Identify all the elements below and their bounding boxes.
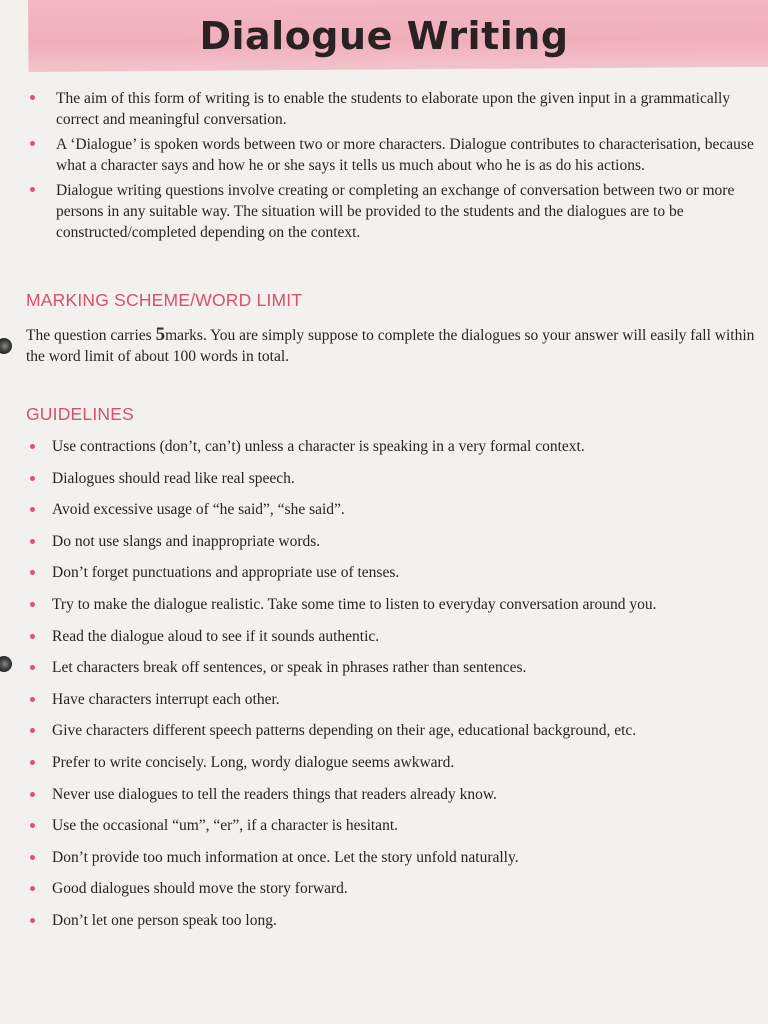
guideline-text: Don’t provide too much information at once. Let the story unfold naturally. [52,848,519,866]
guideline-item [26,562,756,594]
guideline-item [26,720,756,752]
marks-number: 5 [155,324,166,345]
guideline-text: Dialogues should read like real speech. [52,469,295,487]
guideline-text: Use the occasional “um”, “er”, if a character is hesitant. [52,817,398,835]
bullet-icon [30,918,35,923]
guidelines-heading: GUIDELINES [26,404,134,424]
guideline-text: Use contractions (don’t, can’t) unless a character is speaking in a very formal context. [52,438,585,455]
guideline-item [26,752,756,784]
bullet-icon [30,823,35,828]
bullet-icon [30,792,35,797]
bullet-icon [30,886,35,891]
bullet-icon [30,697,35,702]
guideline-item [26,531,756,563]
guideline-item [26,594,756,626]
bullet-icon [30,760,35,765]
guideline-text: Give characters different speech patterns depending on their age, educational background, etc. [52,722,637,740]
guideline-text: Read the dialogue aloud to see if it sounds authentic. [52,627,380,645]
bullet-icon [30,570,35,575]
guideline-item [26,878,756,910]
marking-text-part: The question carries [26,327,156,344]
bullet-icon [30,665,35,670]
guideline-text: Never use dialogues to tell the readers things that readers already know. [52,785,497,803]
guideline-item [26,436,756,468]
guideline-text: Let characters break off sentences, or speak in phrases rather than sentences. [52,659,527,677]
bullet-icon [30,95,35,100]
guideline-item [26,657,756,689]
bullet-icon [30,602,35,607]
bullet-icon [30,141,35,146]
intro-text: Dialogue writing questions involve creating or completing an exchange of conversation between two or more persons in any suitable way. The situation will be provided to the students and the dialogues are to be constructed/completed depending on the context. [56,182,735,241]
binder-ring-icon [0,338,12,354]
guideline-text: Try to make the dialogue realistic. Take some time to listen to everyday conversation around you. [52,595,657,613]
guideline-text: Prefer to write concisely. Long, wordy dialogue seems awkward. [52,753,455,771]
intro-text: A ‘Dialogue’ is spoken words between two or more characters. Dialogue contributes to characterisation, because what a character says and how he or she says it tells us much about who he is as do his actions. [56,136,754,174]
intro-item [26,88,756,130]
guideline-item [26,815,756,847]
guideline-text: Good dialogues should move the story forward. [52,880,348,898]
intro-list [26,88,756,247]
bullet-icon [30,187,35,192]
marking-heading: MARKING SCHEME/WORD LIMIT [26,290,303,310]
guideline-item [26,910,756,942]
guideline-item [26,847,756,879]
guidelines-list [26,436,756,942]
intro-item [26,134,756,176]
page-title: Dialogue Writing [199,14,569,58]
binder-ring-icon [0,656,12,672]
guideline-item [26,626,756,658]
bullet-icon [30,507,35,512]
bullet-icon [30,634,35,639]
marking-text [26,324,756,367]
guideline-item [26,499,756,531]
guideline-item [26,784,756,816]
guideline-item [26,689,756,721]
intro-text: The aim of this form of writing is to enable the students to elaborate upon the given input in a grammatically correct and meaningful conversation. [56,90,731,128]
guideline-text: Do not use slangs and inappropriate words. [52,532,321,550]
intro-item [26,180,756,243]
bullet-icon [30,728,35,733]
bullet-icon [30,855,35,860]
guideline-item [26,468,756,500]
bullet-icon [30,444,35,449]
bullet-icon [30,476,35,481]
guideline-text: Don’t forget punctuations and appropriate use of tenses. [52,564,400,582]
marking-text-part: marks. You are simply suppose to complete the dialogues so your answer will easily fall within the word limit of about 100 words in total. [26,327,755,365]
guideline-text: Avoid excessive usage of “he said”, “she said”. [52,501,345,519]
guideline-text: Don’t let one person speak too long. [52,911,277,929]
bullet-icon [30,539,35,544]
guideline-text: Have characters interrupt each other. [52,690,280,708]
